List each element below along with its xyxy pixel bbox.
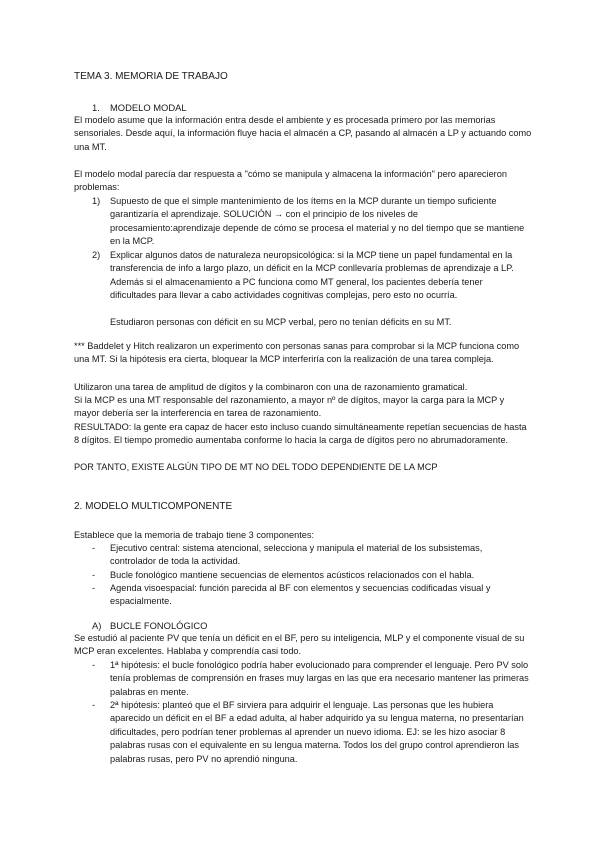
bullet-dash: - bbox=[92, 570, 96, 580]
bullet-dash: - bbox=[92, 543, 96, 553]
component-text: Ejecutivo central: sistema atencional, selecciona y manipula el material de los subsistemas, controlador de toda la actividad. bbox=[110, 543, 483, 567]
problem-extra: Estudiaron personas con déficit en su MCP verbal, pero no tenían déficits en su MT. bbox=[110, 317, 452, 327]
hypothesis-text: 2ª hipótesis: planteó que el BF sirviera para adquirir el lenguaje. Las personas que les hubiera aparecido un déficit en el BF a edad adulta, al haber adquirido ya su lengua materna, no presentarían dificultades, pero podrían tener problemas al aprender un nuevo idioma. EJ: se les hizo asociar 8 palabras rusas con el equivalente en su lengua materna. Todos los del grupo control aprendieron las palabras rusas, pero PV no aprendió ninguna. bbox=[110, 700, 524, 764]
bullet-dash: - bbox=[92, 700, 96, 710]
subsection-heading: BUCLE FONOLÓGICO bbox=[110, 620, 208, 631]
section-1-intro: El modelo asume que la información entra desde el ambiente y es procesada primero por las memorias sensoriales. Desde aquí, la información fluye hacia el almacén a CP, pasando al almacén a LP y actuando como una MT. bbox=[74, 115, 532, 152]
section-1-number: 1. bbox=[92, 102, 100, 113]
problems-lead: El modelo modal parecía dar respuesta a "cómo se manipula y almacena la información" pero aparecieron problemas: bbox=[74, 169, 507, 193]
problem-marker: 1) bbox=[92, 196, 101, 206]
bullet-dash: - bbox=[92, 583, 96, 593]
problem-text: Explicar algunos datos de naturaleza neuropsicológica: si la MCP tiene un papel fundamental en la transferencia de info a largo plazo, un déficit en la MCP conllevaría problemas de aprendizaje a LP. Además si el almacenamiento a PC funciona como MT general, los pacientes debería tener dificultades para llevar a cabo actividades cognitivas complejas, pero esto no ocurría. bbox=[110, 250, 514, 301]
bullet-dash: - bbox=[92, 660, 96, 670]
conclusion-line: POR TANTO, EXISTE ALGÚN TIPO DE MT NO DEL TODO DEPENDIENTE DE LA MCP bbox=[74, 462, 438, 472]
component-text: Agenda visoespacial: función parecida al BF con elementos y secuencias codificadas visual y espacialmente. bbox=[110, 583, 491, 607]
section-2-heading: 2. MODELO MULTICOMPONENTE bbox=[74, 501, 233, 512]
section-1-heading: MODELO MODAL bbox=[110, 102, 187, 113]
problem-marker: 2) bbox=[92, 250, 101, 260]
subsection-intro: Se estudió al paciente PV que tenía un déficit en el BF, pero su inteligencia, MLP y el componente visual de su MCP eran excelentes. Hablaba y comprendía casi todo. bbox=[74, 633, 525, 657]
subsection-marker: A) bbox=[92, 620, 102, 631]
document-title: TEMA 3. MEMORIA DE TRABAJO bbox=[74, 71, 228, 82]
component-text: Bucle fonológico mantiene secuencias de elementos acústicos relacionados con el habla. bbox=[110, 570, 475, 580]
problem-text: Supuesto de que el simple mantenimiento de los ítems en la MCP durante un tiempo suficiente garantizaría el aprendizaje. SOLUCIÓN → con el principio de los niveles de procesamiento:aprendizaje depende de cómo se procesa el material y no del tiempo que se mantiene en la MCP. bbox=[110, 196, 525, 247]
method-line-1: Utilizaron una tarea de amplitud de dígitos y la combinaron con una de razonamiento gramatical. bbox=[74, 382, 468, 392]
components-lead: Establece que la memoria de trabajo tiene 3 componentes: bbox=[74, 530, 315, 540]
result-paragraph: RESULTADO: la gente era capaz de hacer esto incluso cuando simultáneamente repetían secuencias de hasta 8 dígitos. El tiempo promedio aumentaba conforme lo hacia la carga de dígitos pero no abrumadoramente. bbox=[74, 422, 527, 446]
method-line-2: Si la MCP es una MT responsable del razonamiento, a mayor nº de dígitos, mayor la carga para la MCP y mayor debería ser la interferencia en tarea de razonamiento. bbox=[74, 395, 505, 419]
baddeley-experiment: *** Baddelet y Hitch realizaron un experimento con personas sanas para comprobar si la MCP funciona como una MT. Si la hipótesis era cierta, bloquear la MCP interferiría con la realización de una tarea compleja. bbox=[74, 341, 520, 365]
hypothesis-text: 1ª hipótesis: el bucle fonológico podría haber evolucionado para comprender el lenguaje. Pero PV solo tenía problemas de comprensión en frases muy largas en las que era necesario mantener las primeras palabras en mente. bbox=[110, 660, 529, 697]
